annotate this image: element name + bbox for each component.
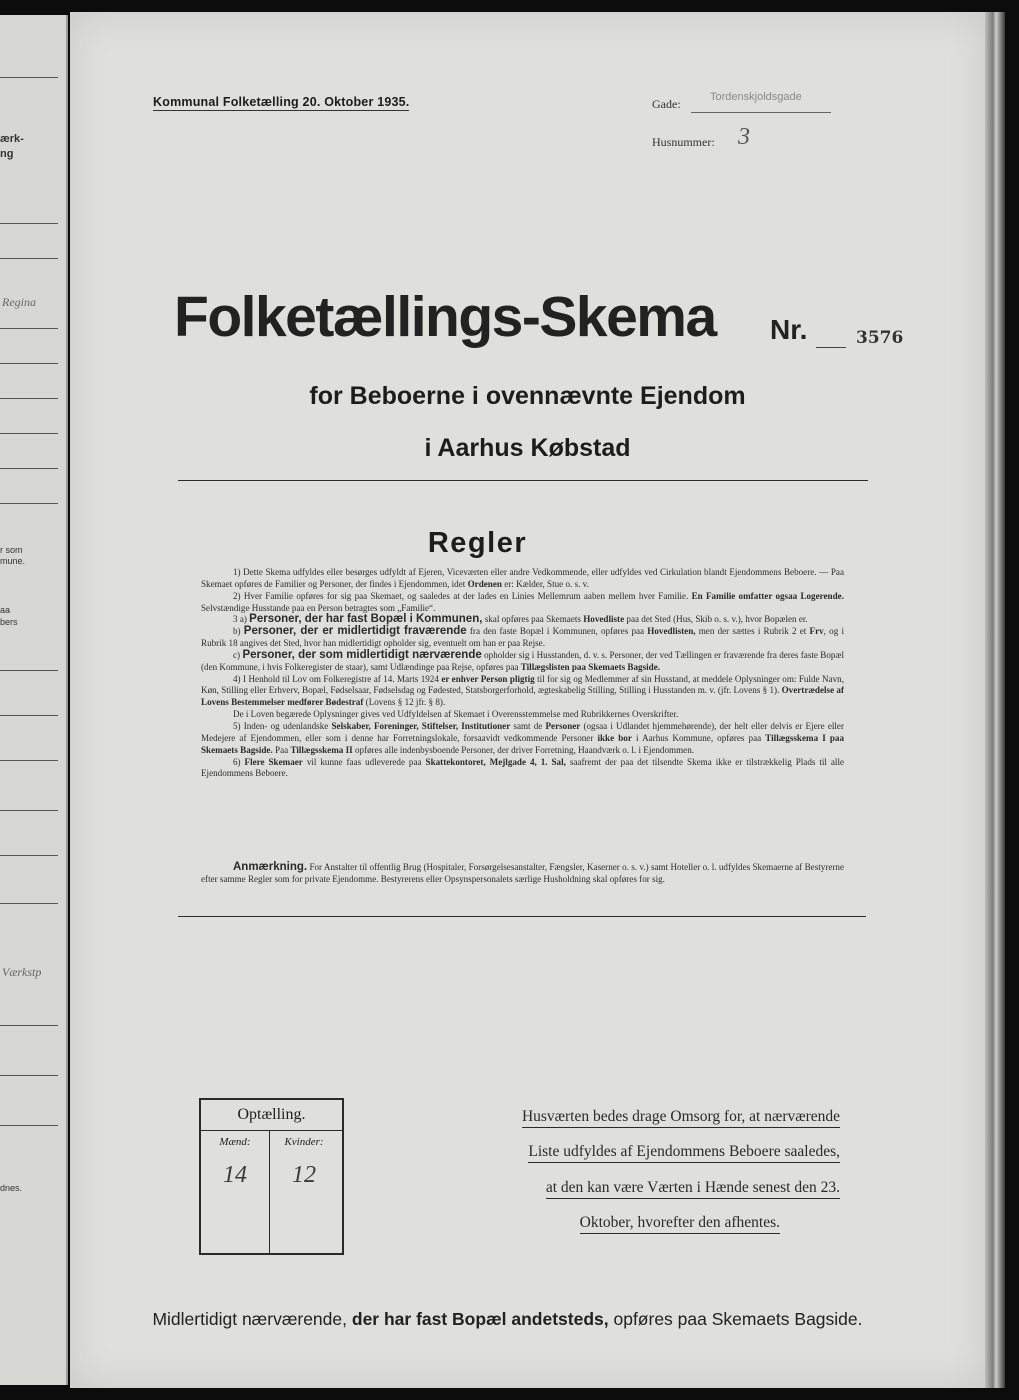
left-rule: [0, 223, 58, 224]
street-value: Tordenskjoldsgade: [710, 91, 802, 103]
left-rule: [0, 398, 58, 399]
left-fragment-text: r som: [0, 545, 23, 555]
count-box-divider: [269, 1131, 270, 1253]
remark-label: Anmærkning.: [233, 861, 308, 873]
left-rule: [0, 433, 58, 434]
left-rule: [0, 468, 58, 469]
left-rule: [0, 77, 58, 78]
left-fragment-text: aa: [0, 605, 11, 615]
left-rule: [0, 363, 58, 364]
rules-text: [201, 567, 844, 780]
left-rule: [0, 715, 58, 716]
men-count: 14: [223, 1162, 247, 1188]
remark-text: [201, 861, 844, 886]
rule-6: 6) Flere Skemaer vil kunne faas udleverede paa Skattekontoret, Mejlgade 4, 1. Sal, saafremt der paa det tilsendte Skema ikke er tilstrækkelig Plads til alle Ejendommens Beboere.: [201, 756, 845, 779]
notice-line-4: Oktober, hvorefter den afhentes.: [500, 1214, 780, 1232]
street-label: Gade:: [652, 97, 681, 111]
notice-line-2: Liste udfyldes af Ejendommens Beboere saaledes,: [500, 1143, 840, 1161]
rule-4-continued: De i Loven begærede Oplysninger gives ved Udfyldelsen af Skemaet i Overensstemmelse med Rubrikkernes Overskrifter.: [233, 709, 679, 720]
house-number-label: Husnummer:: [652, 135, 715, 149]
left-rule: [0, 903, 58, 904]
form-title: Folketællings-Skema: [174, 285, 716, 349]
count-box-title: Optælling.: [201, 1100, 342, 1131]
book-edge: [985, 12, 1005, 1388]
left-fragment-text: ærk-: [0, 133, 24, 145]
census-form-page: [70, 12, 985, 1388]
rule-3c: c) Personer, der som midlertidigt nærværende opholder sig i Husstanden, d. v. s. Personer, der ved Tællingen er fraværende fra deres faste Bopæl (den Kommune, i hvis Folkeregister de staar), samt Udlændinge paa Rejse, opføres paa Tillægslisten paa Skemaets Bagside.: [201, 648, 845, 672]
left-fragment-text: mune.: [0, 556, 26, 566]
notice-line-3: at den kan være Værten i Hænde senest den 23.: [500, 1179, 840, 1197]
left-rule: [0, 760, 58, 761]
rule-2: 2) Hver Familie opføres for sig paa Skemaet, og saaledes at der lades en Linies Mellemrum aaben mellem hver Familie. En Familie omfatter ogsaa Logerende. Selvstændige Husstande paa en Person betragtes som „Familie“.: [201, 590, 844, 613]
notice-line-1: Husværten bedes drage Omsorg for, at nærværende: [500, 1108, 840, 1126]
left-page-fragment: [0, 15, 68, 1385]
form-subtitle-city: i Aarhus Købstad: [424, 434, 631, 462]
women-count: 12: [292, 1162, 316, 1188]
house-number-value: 3: [738, 124, 750, 150]
left-fragment-text: dnes.: [0, 1183, 23, 1193]
form-subtitle: for Beboerne i ovennævnte Ejendom: [309, 382, 746, 410]
left-rule: [0, 1075, 58, 1076]
remark-body: For Anstalter til offentlig Brug (Hospitaler, Forsørgelsesanstalter, Fængsler, Kaserner o. s. v.) samt Hoteller o. l. udfyldes Skemaerne af Bestyrerne efter samme Regler som for private Ejendomme. Bestyrerens eller Opsynspersonalets særlige Husholdning skal opføres for sig.: [201, 862, 844, 885]
form-number-label: Nr.: [770, 314, 808, 345]
left-rule: [0, 810, 58, 811]
rule-4: 4) I Henhold til Lov om Folkeregistre af 14. Marts 1924 er enhver Person pligtig til for sig og Medlemmer af sin Husstand, at meddele Oplysninger om: Fulde Navn, Køn, Stilling eller Erhverv, Bopæl, Fødselsaar, Fødselsdag og Fødested, Statsborgerforhold, ægteskabelig Stilling, Stilling i Husstanden m. v. (jfr. Lovens § 1). Overtrædelse af Lovens Bestemmelser medfører Bødestraf (Lovens § 12 jfr. § 8).: [201, 673, 844, 708]
street-underline: [691, 112, 831, 113]
footer-note: Midlertidigt nærværende, der har fast Bopæl andetsteds, opføres paa Skemaets Bagside.: [152, 1309, 863, 1329]
women-label: Kvinder:: [284, 1136, 324, 1148]
rule-3a: 3 a) Personer, der har fast Bopæl i Kommunen, skal opføres paa Skemaets Hovedliste paa det Sted (Hus, Skib o. s. v.), hvor Bopælen er.: [233, 613, 808, 626]
count-box: [199, 1098, 344, 1255]
left-rule: [0, 503, 58, 504]
rules-heading: Regler: [427, 527, 528, 559]
men-label: Mænd:: [219, 1136, 251, 1148]
left-rule: [0, 670, 58, 671]
left-rule: [0, 328, 58, 329]
left-fragment-text: bers: [0, 617, 18, 627]
left-handwriting: Værkstp: [2, 965, 42, 979]
rule-1: 1) Dette Skema udfyldes eller besørges udfyldt af Ejeren, Viceværten eller andre Vedkommende, eller udfyldes ved Cirkulation blandt Ejendommens Beboere. — Paa Skemaet opføres de Familier og Personer, der findes i Ejendommen, idet Ordenen er: Kælder, Stue o. s. v.: [201, 567, 844, 589]
form-number-value: 3576: [856, 328, 904, 348]
rule-5: 5) Inden- og udenlandske Selskaber, Foreninger, Stiftelser, Institutioner samt de Personer (ogsaa i Udlandet hjemmehørende), der helt eller delvis er Ejere eller Medejere af Ejendommen, eller som i denne har Forretningslokale, forsaavidt vedkommende Personer ikke bor i Aarhus Kommune, opføres paa Tillægsskema I paa Skemaets Bagside. Paa Tillægsskema II opføres alle indenbysboende Personer, der driver Forretning, Haandværk o. l. i Ejendommen.: [201, 720, 844, 755]
left-handwriting: Regina: [2, 295, 36, 309]
left-rule: [0, 1125, 58, 1126]
rule-3b: b) Personer, der er midlertidigt fraværende fra den faste Bopæl i Kommunen, opføres paa Hovedlisten, men der sættes i Rubrik 2 et Frv, og i Rubrik 18 angives det Sted, hvor han midlertidigt opholder sig, eventuelt om han er paa Rejse.: [201, 625, 844, 649]
left-rule: [0, 1025, 58, 1026]
divider: [178, 916, 866, 917]
form-number-underline: [816, 347, 846, 348]
left-fragment-text: ng: [0, 148, 14, 160]
left-rule: [0, 258, 58, 259]
left-rule: [0, 855, 58, 856]
census-header: Kommunal Folketælling 20. Oktober 1935.: [153, 95, 410, 109]
divider: [178, 480, 868, 481]
